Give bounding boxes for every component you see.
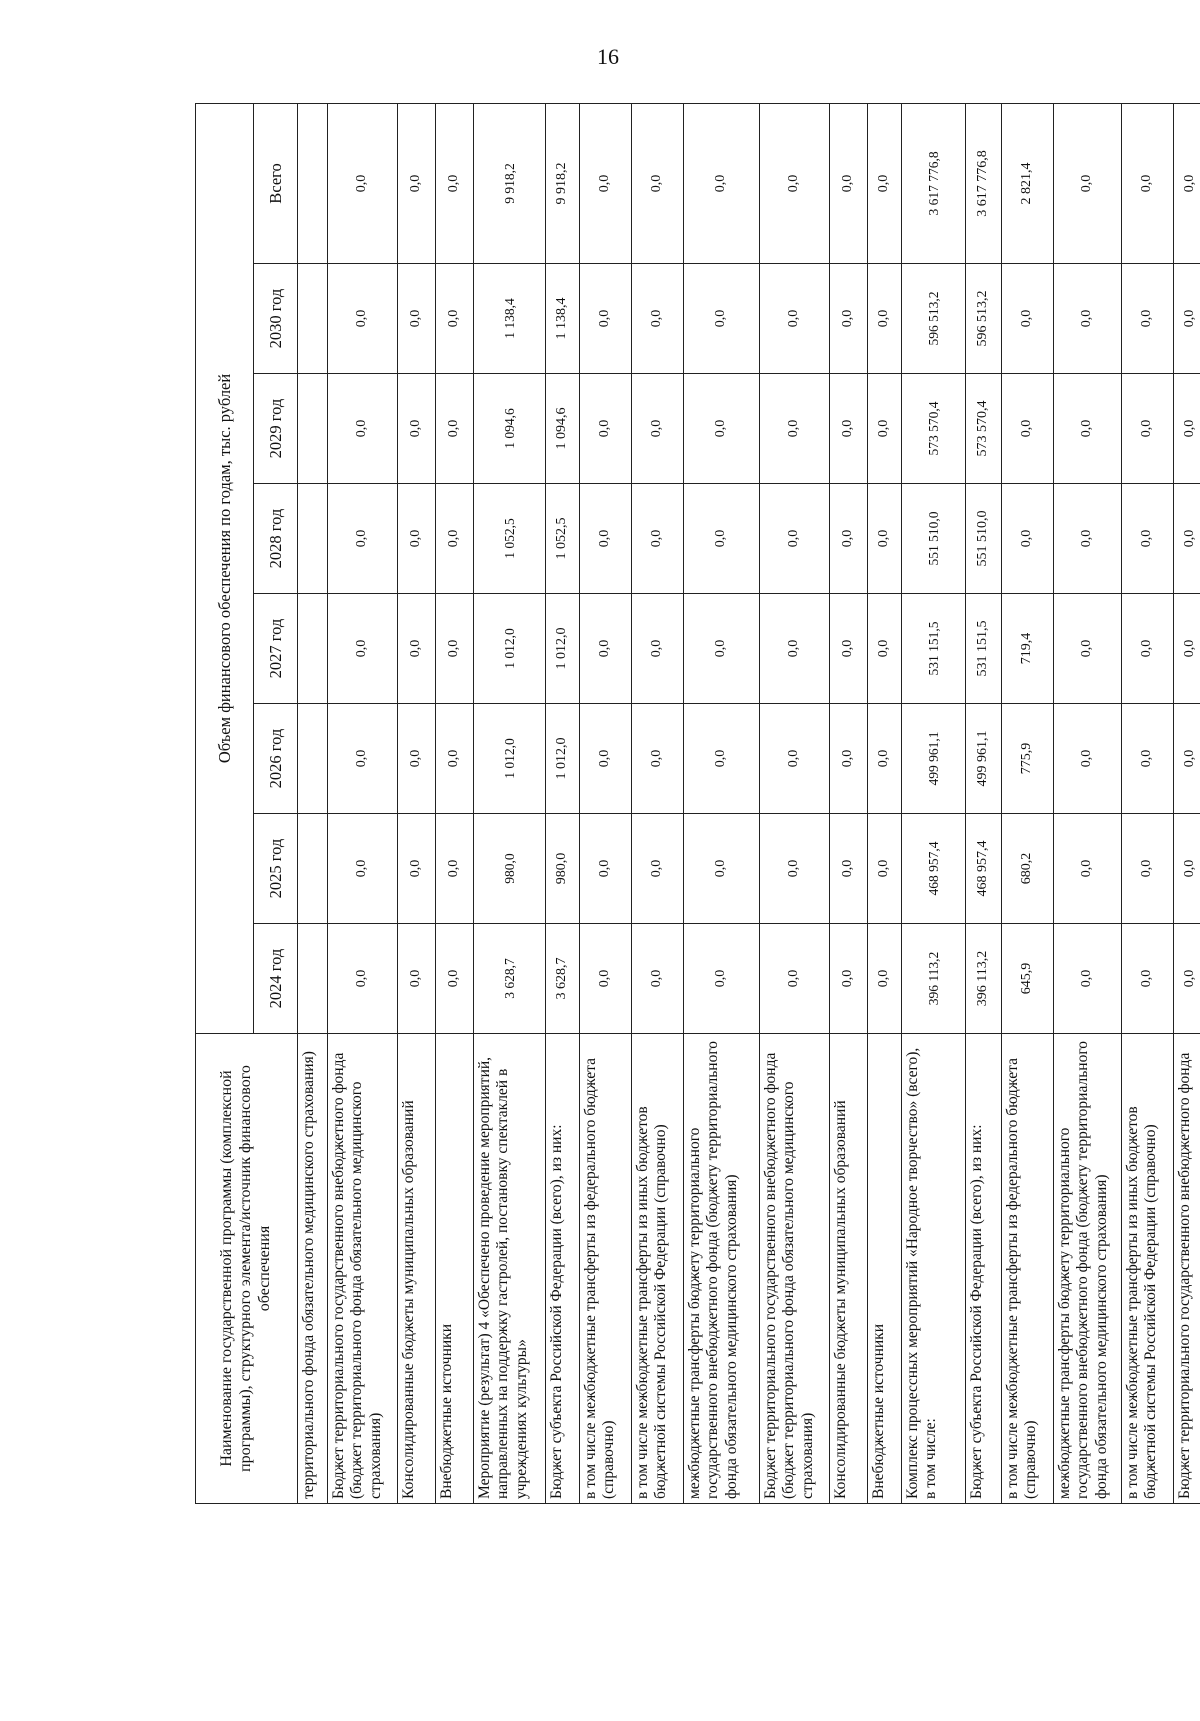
value-cell: 0,0 <box>580 594 632 704</box>
value-cell: 0,0 <box>436 814 474 924</box>
value-cell: 0,0 <box>1054 264 1122 374</box>
value-cell: 0,0 <box>684 103 760 263</box>
year-header: 2026 год <box>254 704 298 814</box>
financing-table <box>195 103 1200 1504</box>
value-cell: 0,0 <box>830 264 868 374</box>
value-cell: 0,0 <box>632 264 684 374</box>
value-cell: 0,0 <box>328 264 398 374</box>
value-cell: 1 052,5 <box>546 484 580 594</box>
value-cell: 0,0 <box>398 924 436 1034</box>
row-label: в том числе межбюджетные трансферты из федерального бюджета (справочно) <box>580 1034 632 1504</box>
table-row <box>398 103 436 1503</box>
value-cell: 2 821,4 <box>1002 103 1054 263</box>
value-cell: 0,0 <box>1002 264 1054 374</box>
row-label: Консолидированные бюджеты муниципальных образований <box>398 1034 436 1504</box>
value-cell: 0,0 <box>760 814 830 924</box>
value-cell: 0,0 <box>632 924 684 1034</box>
table-row <box>436 103 474 1503</box>
value-cell: 0,0 <box>760 924 830 1034</box>
value-cell: 1 094,6 <box>474 374 546 484</box>
table-row <box>830 103 868 1503</box>
year-header: 2024 год <box>254 924 298 1034</box>
value-cell: 0,0 <box>830 924 868 1034</box>
table-row <box>328 103 398 1503</box>
table-row <box>1174 103 1200 1503</box>
value-cell: 0,0 <box>868 103 902 263</box>
value-cell <box>298 594 328 704</box>
value-cell <box>298 484 328 594</box>
table-row <box>684 103 760 1503</box>
value-cell <box>298 814 328 924</box>
value-cell: 0,0 <box>684 814 760 924</box>
value-cell: 0,0 <box>1054 484 1122 594</box>
value-cell: 0,0 <box>328 484 398 594</box>
value-cell: 396 113,2 <box>966 924 1002 1034</box>
table-row <box>1122 103 1174 1503</box>
value-cell: 0,0 <box>868 264 902 374</box>
value-cell: 9 918,2 <box>546 103 580 263</box>
value-cell: 468 957,4 <box>966 814 1002 924</box>
value-cell: 0,0 <box>398 594 436 704</box>
value-cell: 1 138,4 <box>546 264 580 374</box>
table-row <box>1054 103 1122 1503</box>
row-label: в том числе межбюджетные трансферты из федерального бюджета (справочно) <box>1002 1034 1054 1504</box>
value-cell: 0,0 <box>684 374 760 484</box>
table-row <box>966 103 1002 1503</box>
value-cell: 551 510,0 <box>966 484 1002 594</box>
value-cell: 0,0 <box>436 594 474 704</box>
year-header: 2028 год <box>254 484 298 594</box>
value-cell: 0,0 <box>868 594 902 704</box>
value-cell: 0,0 <box>398 814 436 924</box>
row-label: Мероприятие (результат) 4 «Обеспечено проведение мероприятий, направленных на поддержку гастролей, постановку спектаклей в учреждениях культуры» <box>474 1034 546 1504</box>
table-row <box>1002 103 1054 1503</box>
name-column-header: Наименование государственной программы (комплексной программы), структурного элемента/источник финансового обеспечения <box>196 1034 298 1504</box>
value-cell: 0,0 <box>868 374 902 484</box>
value-cell: 1 012,0 <box>474 594 546 704</box>
year-header: Всего <box>254 103 298 263</box>
value-cell: 0,0 <box>632 814 684 924</box>
row-label: Бюджет субъекта Российской Федерации (всего), из них: <box>966 1034 1002 1504</box>
year-header: 2029 год <box>254 374 298 484</box>
value-cell: 0,0 <box>760 704 830 814</box>
table-row <box>580 103 632 1503</box>
row-label: Бюджет территориального государственного внебюджетного фонда <box>1174 1034 1200 1504</box>
value-cell: 0,0 <box>1054 103 1122 263</box>
value-cell: 0,0 <box>1174 484 1200 594</box>
value-cell: 0,0 <box>830 704 868 814</box>
value-cell: 0,0 <box>436 103 474 263</box>
value-cell: 0,0 <box>398 374 436 484</box>
value-cell: 0,0 <box>1122 484 1174 594</box>
rotated-table-frame <box>195 104 1198 1504</box>
value-cell: 0,0 <box>1122 594 1174 704</box>
value-cell: 775,9 <box>1002 704 1054 814</box>
value-cell: 0,0 <box>632 103 684 263</box>
value-cell: 0,0 <box>1122 374 1174 484</box>
rotated-table-container <box>195 104 1198 1504</box>
value-cell: 0,0 <box>580 484 632 594</box>
value-cell: 0,0 <box>830 103 868 263</box>
value-cell: 0,0 <box>1174 264 1200 374</box>
value-cell: 0,0 <box>1054 594 1122 704</box>
value-cell: 9 918,2 <box>474 103 546 263</box>
row-label: Комплекс процессных мероприятий «Народное творчество» (всего), в том числе: <box>902 1034 966 1504</box>
value-cell: 0,0 <box>1122 264 1174 374</box>
value-cell: 1 052,5 <box>474 484 546 594</box>
value-cell: 0,0 <box>398 704 436 814</box>
value-cell: 0,0 <box>1122 103 1174 263</box>
value-cell: 0,0 <box>760 484 830 594</box>
value-cell: 980,0 <box>546 814 580 924</box>
value-cell <box>298 264 328 374</box>
value-cell: 0,0 <box>1174 704 1200 814</box>
volume-group-header: Объем финансового обеспечения по годам, тыс. рублей <box>196 103 254 1033</box>
value-cell: 0,0 <box>830 484 868 594</box>
value-cell: 0,0 <box>398 264 436 374</box>
value-cell <box>298 924 328 1034</box>
value-cell: 0,0 <box>684 704 760 814</box>
value-cell: 0,0 <box>436 484 474 594</box>
row-label: территориального фонда обязательного медицинского страхования) <box>298 1034 328 1504</box>
value-cell: 0,0 <box>632 484 684 594</box>
value-cell: 596 513,2 <box>902 264 966 374</box>
row-label: Внебюджетные источники <box>868 1034 902 1504</box>
page-number: 16 <box>597 44 619 69</box>
value-cell: 531 151,5 <box>902 594 966 704</box>
row-label: в том числе межбюджетные трансферты из иных бюджетов бюджетной системы Российской Федерации (справочно) <box>1122 1034 1174 1504</box>
value-cell: 396 113,2 <box>902 924 966 1034</box>
value-cell: 980,0 <box>474 814 546 924</box>
value-cell: 680,2 <box>1002 814 1054 924</box>
value-cell: 0,0 <box>830 814 868 924</box>
value-cell: 1 094,6 <box>546 374 580 484</box>
value-cell: 645,9 <box>1002 924 1054 1034</box>
value-cell: 0,0 <box>684 484 760 594</box>
value-cell: 0,0 <box>580 704 632 814</box>
value-cell: 3 617 776,8 <box>966 103 1002 263</box>
value-cell: 0,0 <box>684 264 760 374</box>
value-cell: 0,0 <box>760 103 830 263</box>
value-cell: 0,0 <box>328 374 398 484</box>
value-cell: 0,0 <box>1054 924 1122 1034</box>
value-cell: 0,0 <box>580 814 632 924</box>
value-cell: 0,0 <box>684 924 760 1034</box>
table-row <box>760 103 830 1503</box>
value-cell: 0,0 <box>760 594 830 704</box>
value-cell: 0,0 <box>632 704 684 814</box>
value-cell: 719,4 <box>1002 594 1054 704</box>
value-cell: 3 628,7 <box>546 924 580 1034</box>
value-cell: 0,0 <box>580 924 632 1034</box>
value-cell: 0,0 <box>398 484 436 594</box>
row-label: межбюджетные трансферты бюджету территориального государственного внебюджетного фонда (бюджету территориального фонда обязательного медицинского страхования) <box>1054 1034 1122 1504</box>
value-cell: 0,0 <box>632 594 684 704</box>
value-cell: 3 628,7 <box>474 924 546 1034</box>
value-cell: 0,0 <box>580 374 632 484</box>
value-cell <box>298 704 328 814</box>
value-cell: 0,0 <box>328 594 398 704</box>
year-header: 2025 год <box>254 814 298 924</box>
value-cell: 0,0 <box>684 594 760 704</box>
table-row <box>868 103 902 1503</box>
value-cell: 0,0 <box>436 264 474 374</box>
row-label: Консолидированные бюджеты муниципальных образований <box>830 1034 868 1504</box>
value-cell: 531 151,5 <box>966 594 1002 704</box>
row-label: в том числе межбюджетные трансферты из иных бюджетов бюджетной системы Российской Федерации (справочно) <box>632 1034 684 1504</box>
value-cell: 0,0 <box>1174 814 1200 924</box>
value-cell: 1 012,0 <box>546 704 580 814</box>
value-cell: 499 961,1 <box>902 704 966 814</box>
value-cell <box>298 374 328 484</box>
value-cell: 0,0 <box>868 814 902 924</box>
value-cell: 0,0 <box>328 103 398 263</box>
value-cell: 0,0 <box>868 484 902 594</box>
value-cell: 551 510,0 <box>902 484 966 594</box>
row-label: Внебюджетные источники <box>436 1034 474 1504</box>
value-cell: 0,0 <box>1122 814 1174 924</box>
value-cell: 0,0 <box>1002 374 1054 484</box>
table-row <box>546 103 580 1503</box>
value-cell: 1 012,0 <box>546 594 580 704</box>
year-header: 2030 год <box>254 264 298 374</box>
row-label: Бюджет территориального государственного внебюджетного фонда (бюджет территориального фонда обязательного медицинского страхования) <box>760 1034 830 1504</box>
value-cell: 499 961,1 <box>966 704 1002 814</box>
value-cell: 0,0 <box>1122 704 1174 814</box>
table-row <box>902 103 966 1503</box>
value-cell: 0,0 <box>436 374 474 484</box>
value-cell: 596 513,2 <box>966 264 1002 374</box>
value-cell: 0,0 <box>1122 924 1174 1034</box>
value-cell: 0,0 <box>1002 484 1054 594</box>
value-cell: 3 617 776,8 <box>902 103 966 263</box>
value-cell: 0,0 <box>436 704 474 814</box>
table-row <box>632 103 684 1503</box>
value-cell: 0,0 <box>1054 814 1122 924</box>
table-row <box>298 103 328 1503</box>
value-cell: 0,0 <box>580 264 632 374</box>
year-header: 2027 год <box>254 594 298 704</box>
row-label: Бюджет территориального государственного внебюджетного фонда (бюджет территориального фонда обязательного медицинского страхования) <box>328 1034 398 1504</box>
value-cell: 0,0 <box>1174 924 1200 1034</box>
value-cell: 0,0 <box>1054 374 1122 484</box>
value-cell: 0,0 <box>328 924 398 1034</box>
value-cell: 0,0 <box>1174 103 1200 263</box>
table-row <box>474 103 546 1503</box>
value-cell: 0,0 <box>328 814 398 924</box>
value-cell: 0,0 <box>328 704 398 814</box>
value-cell: 0,0 <box>398 103 436 263</box>
value-cell <box>298 103 328 263</box>
value-cell: 0,0 <box>1174 594 1200 704</box>
value-cell: 0,0 <box>868 924 902 1034</box>
value-cell: 1 012,0 <box>474 704 546 814</box>
value-cell: 573 570,4 <box>902 374 966 484</box>
value-cell: 0,0 <box>760 264 830 374</box>
value-cell: 0,0 <box>830 594 868 704</box>
value-cell: 0,0 <box>868 704 902 814</box>
value-cell: 573 570,4 <box>966 374 1002 484</box>
row-label: межбюджетные трансферты бюджету территориального государственного внебюджетного фонда (бюджету территориального фонда обязательного медицинского страхования) <box>684 1034 760 1504</box>
value-cell: 0,0 <box>1054 704 1122 814</box>
value-cell: 0,0 <box>760 374 830 484</box>
row-label: Бюджет субъекта Российской Федерации (всего), из них: <box>546 1034 580 1504</box>
value-cell: 1 138,4 <box>474 264 546 374</box>
value-cell: 0,0 <box>1174 374 1200 484</box>
value-cell: 0,0 <box>830 374 868 484</box>
table-body <box>298 103 1200 1503</box>
value-cell: 468 957,4 <box>902 814 966 924</box>
value-cell: 0,0 <box>436 924 474 1034</box>
value-cell: 0,0 <box>632 374 684 484</box>
value-cell: 0,0 <box>580 103 632 263</box>
